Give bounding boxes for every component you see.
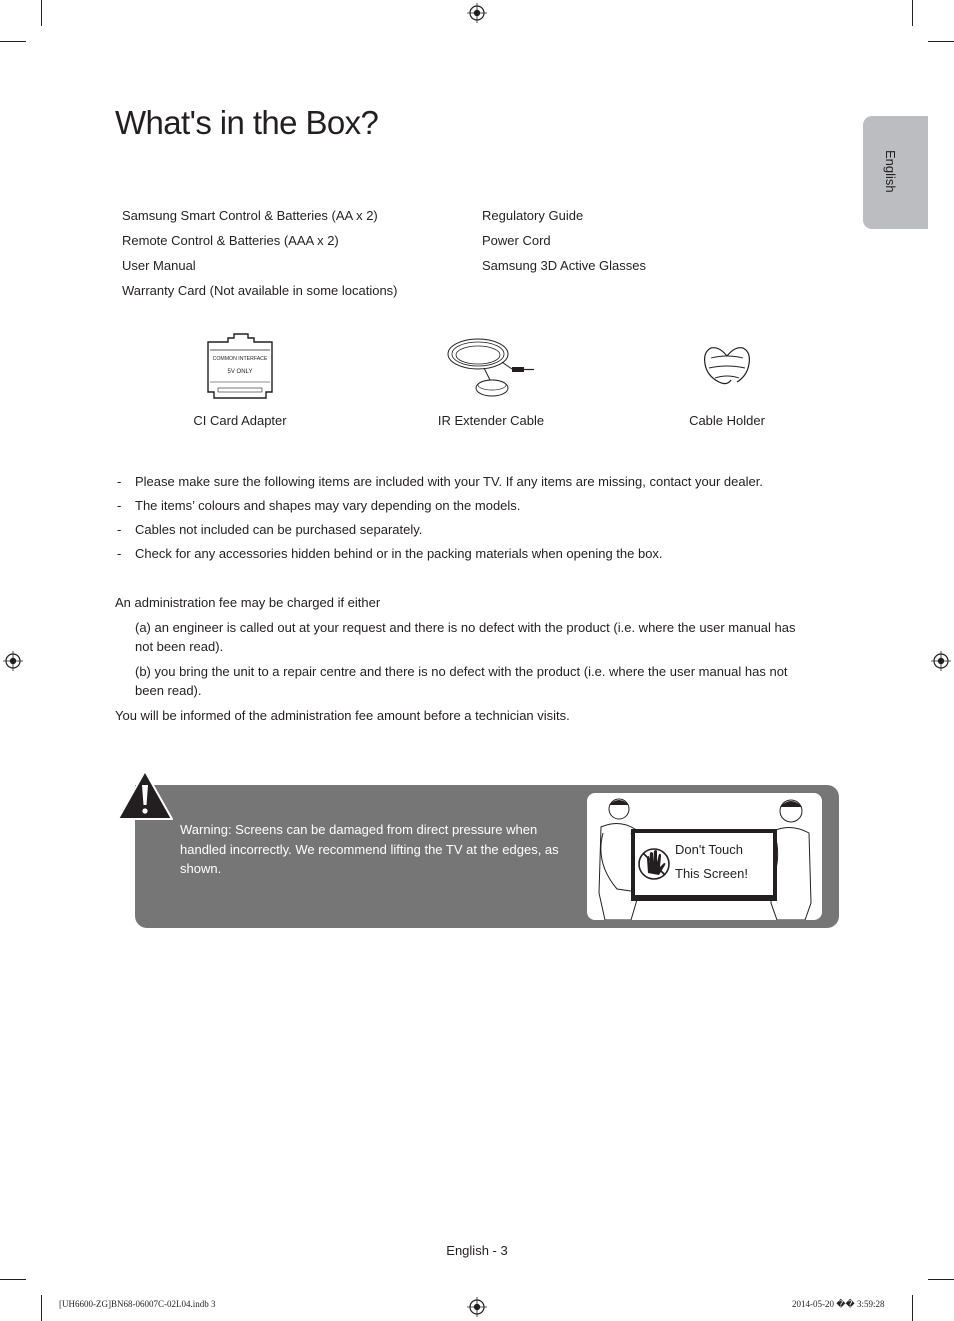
warning-message: : Screens can be damaged from direct pressure when handled incorrectly. We recommend lifting the TV at the edges, as shown. <box>180 822 559 876</box>
ir-extender-cable-icon <box>444 334 536 400</box>
note-text: Please make sure the following items are included with your TV. If any items are missing, contact your dealer. <box>135 474 763 489</box>
tv-handling-illustration <box>587 793 822 920</box>
registration-mark-icon <box>467 3 487 23</box>
accessory-label-ir-extender-cable: IR Extender Cable <box>437 413 545 428</box>
card-text-common-interface: COMMON INTERFACE <box>212 356 268 362</box>
crop-mark <box>41 0 42 26</box>
list-item: Power Cord <box>482 233 551 248</box>
card-text-5v-only: 5V ONLY <box>227 369 253 375</box>
list-item: User Manual <box>122 258 196 273</box>
included-items-left <box>122 203 398 303</box>
warning-label: Warning <box>180 822 228 837</box>
list-item: Warranty Card (Not available in some locations) <box>122 283 398 298</box>
admin-fee-case-b: (b) you bring the unit to a repair centre and there is no defect with the product (i.e. where the user manual has not been read). <box>135 663 788 698</box>
note-text: The items’ colours and shapes may vary depending on the models. <box>135 498 521 513</box>
crop-mark <box>928 41 954 42</box>
tv-text-line-2: This Screen! <box>675 866 748 881</box>
bullet-marker: - <box>117 474 122 489</box>
crop-mark <box>0 1279 26 1280</box>
cable-holder-icon <box>701 344 753 388</box>
crop-mark <box>0 41 26 42</box>
registration-mark-icon <box>931 651 951 671</box>
warning-triangle-icon <box>116 769 174 821</box>
ci-card-adapter-icon <box>204 332 276 400</box>
list-item: Regulatory Guide <box>482 208 584 223</box>
registration-mark-icon <box>467 1297 487 1317</box>
note-text: Check for any accessories hidden behind or in the packing materials when opening the box. <box>135 546 663 561</box>
list-item: Samsung 3D Active Glasses <box>482 258 647 273</box>
crop-mark <box>41 1295 42 1321</box>
admin-fee-outro: You will be informed of the administration fee amount before a technician visits. <box>115 707 570 723</box>
language-tab-label: English <box>883 150 898 193</box>
list-item: Samsung Smart Control & Batteries (AA x 2) <box>122 208 378 223</box>
print-slug-left: [UH6600-ZG]BN68-06007C-02L04.indb 3 <box>59 1299 216 1309</box>
crop-mark <box>912 1295 913 1321</box>
warning-text <box>180 820 575 879</box>
registration-mark-icon <box>3 651 23 671</box>
note-text: Cables not included can be purchased separately. <box>135 522 423 537</box>
admin-fee-case-a: (a) an engineer is called out at your request and there is no defect with the product (i.e. where the user manual has not been read). <box>135 619 796 654</box>
print-slug-right: 2014-05-20 �� 3:59:28 <box>792 1299 885 1309</box>
page-title: What's in the Box? <box>115 104 379 141</box>
crop-mark <box>912 0 913 26</box>
bullet-marker: - <box>117 498 122 513</box>
admin-fee-intro: An administration fee may be charged if either <box>115 595 381 610</box>
list-item: Remote Control & Batteries (AAA x 2) <box>122 233 339 248</box>
bullet-marker: - <box>117 546 122 561</box>
included-items-right <box>482 203 646 278</box>
admin-fee-section <box>115 593 815 725</box>
language-tab <box>863 116 928 229</box>
page-number: English - 3 <box>446 1243 508 1258</box>
crop-mark <box>928 1279 954 1280</box>
bullet-marker: - <box>117 522 122 537</box>
tv-text-line-1: Don't Touch <box>675 842 744 857</box>
accessory-label-ci-card-adapter: CI Card Adapter <box>193 413 287 428</box>
accessory-label-cable-holder: Cable Holder <box>689 413 765 428</box>
